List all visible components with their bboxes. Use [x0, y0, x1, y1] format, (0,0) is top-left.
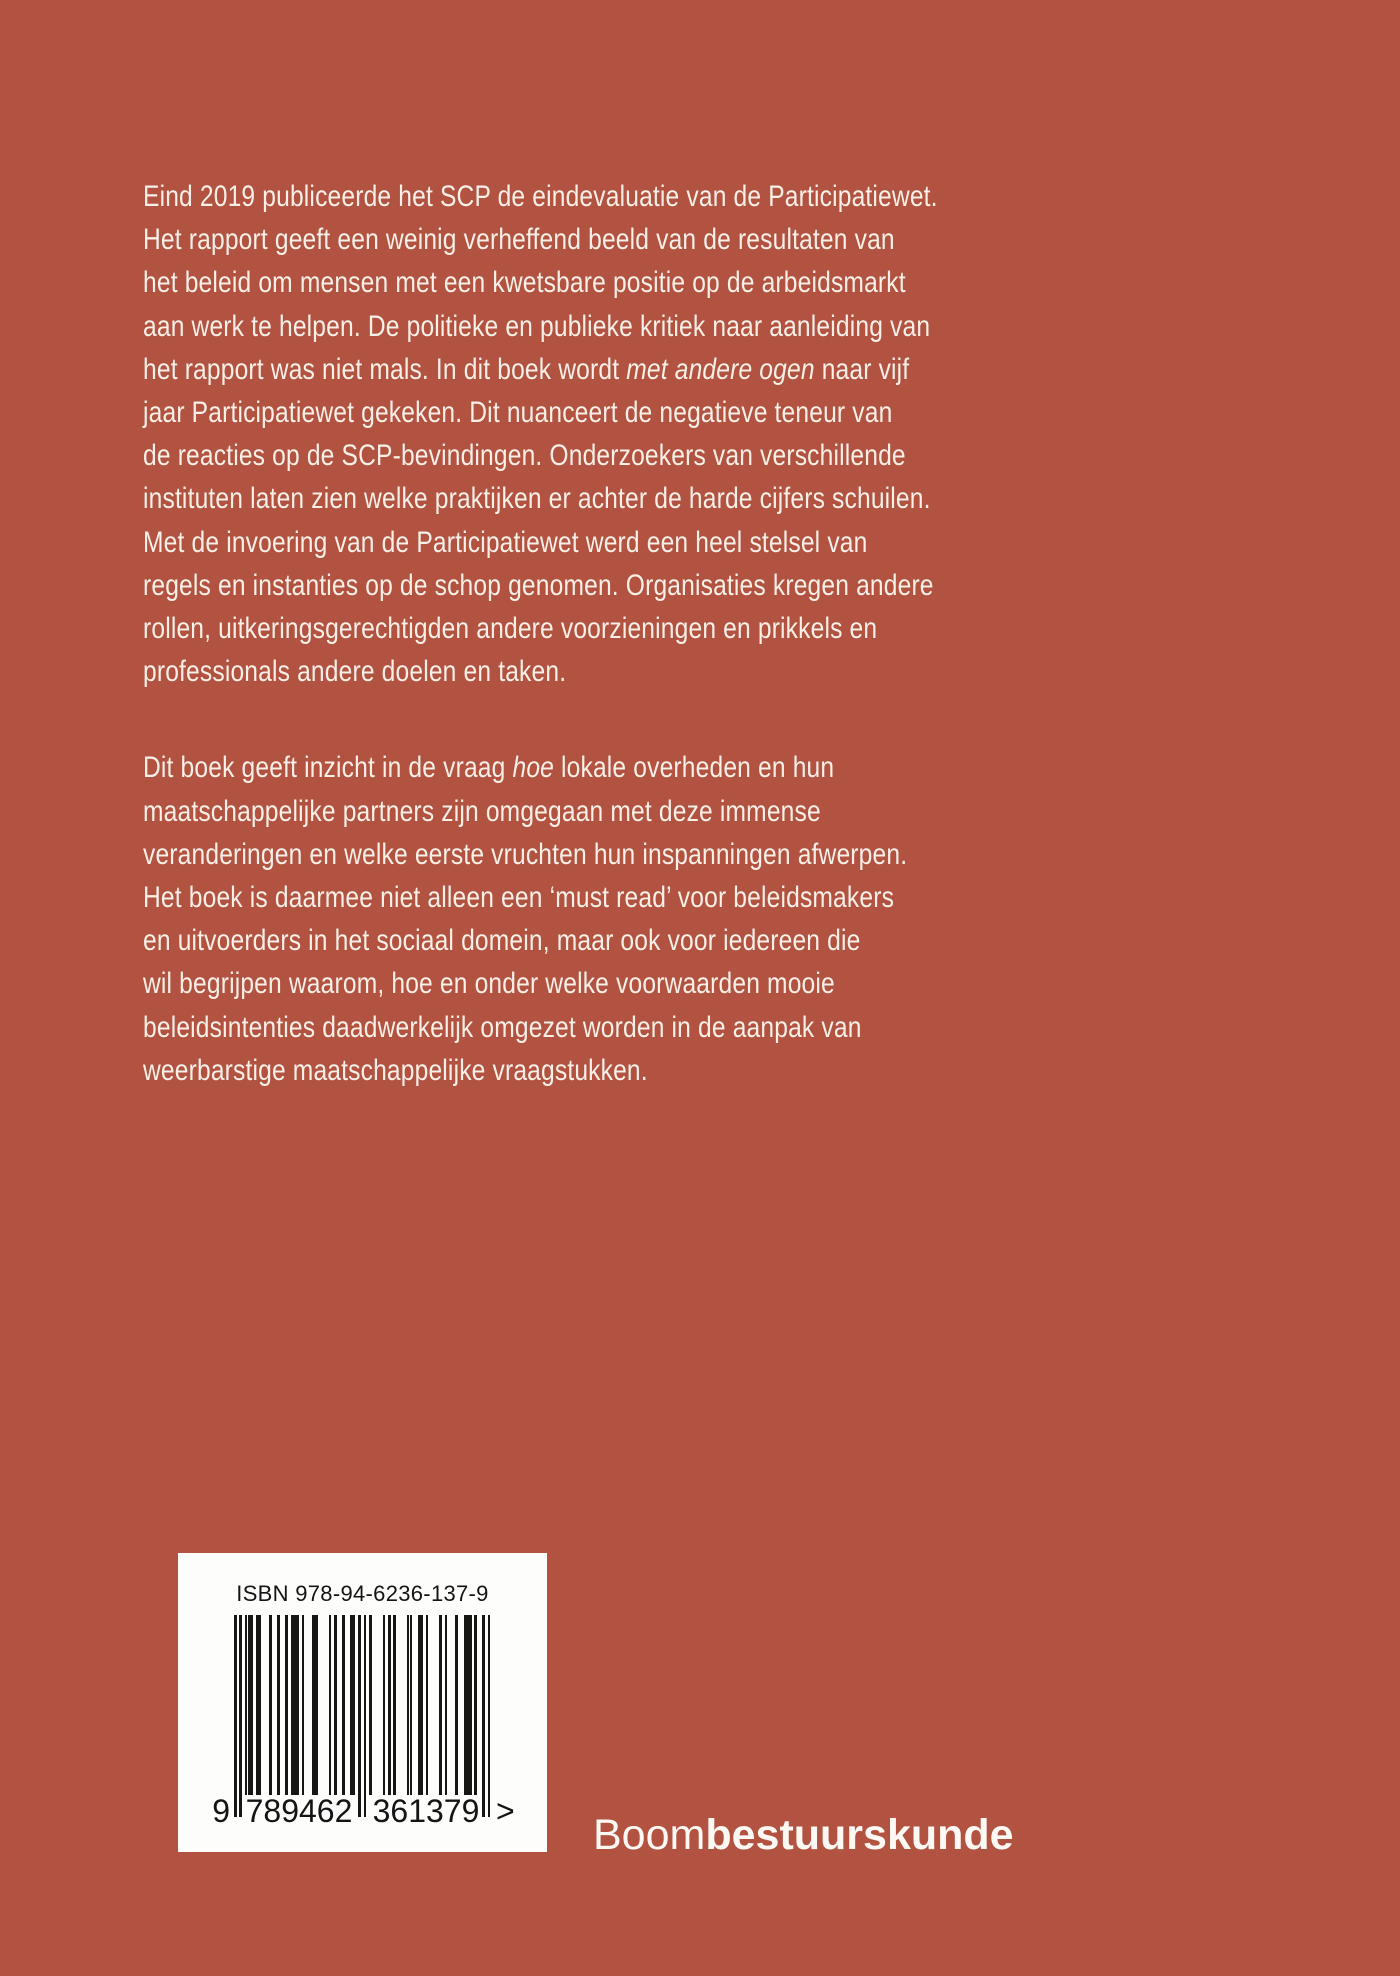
barcode-digit-group-1: 789462 — [245, 1793, 353, 1829]
text-line — [143, 746, 963, 789]
isbn-box — [178, 1553, 547, 1852]
italic-phrase: met andere ogen — [626, 352, 815, 386]
barcode-quiet-zone-indicator: > — [496, 1793, 515, 1829]
text-line: veranderingen en welke eerste vruchten hun inspanningen afwerpen. — [143, 837, 908, 871]
publisher-name-regular: Boom — [593, 1811, 706, 1859]
text-segment: Dit boek geeft inzicht in de vraag — [143, 751, 513, 785]
ean13-barcode — [234, 1615, 491, 1817]
publisher-logo — [593, 1811, 1014, 1859]
text-line: Met de invoering van de Participatiewet werd een heel stelsel van — [143, 525, 868, 559]
text-line — [143, 348, 963, 391]
publisher-name-bold: bestuurskunde — [705, 1811, 1014, 1859]
blurb-paragraph-1 — [143, 175, 963, 693]
back-cover-blurb — [143, 175, 963, 1092]
blurb-paragraph-2 — [143, 746, 963, 1092]
barcode-digit-first: 9 — [212, 1793, 230, 1829]
text-line: aan werk te helpen. De politieke en publieke kritiek naar aanleiding van — [143, 309, 931, 343]
text-segment: lokale overheden en hun — [554, 751, 835, 785]
barcode-digits — [178, 1793, 547, 1833]
barcode-digit-group-2: 361379 — [372, 1793, 480, 1829]
text-line: het beleid om mensen met een kwetsbare positie op de arbeidsmarkt — [143, 266, 906, 300]
text-line: weerbarstige maatschappelijke vraagstukken. — [143, 1053, 648, 1087]
text-line: beleidsintenties daadwerkelijk omgezet worden in de aanpak van — [143, 1010, 862, 1044]
text-line: de reacties op de SCP-bevindingen. Onderzoekers van verschillende — [143, 439, 906, 473]
text-line: Het rapport geeft een weinig verheffend beeld van de resultaten van — [143, 223, 895, 257]
text-line: instituten laten zien welke praktijken er achter de harde cijfers schuilen. — [143, 482, 931, 516]
text-segment: naar vijf — [814, 352, 910, 386]
text-line: Eind 2019 publiceerde het SCP de eindevaluatie van de Participatiewet. — [143, 180, 938, 213]
text-line: en uitvoerders in het sociaal domein, maar ook voor iedereen die — [143, 924, 861, 958]
text-line: regels en instanties op de schop genomen. Organisaties kregen andere — [143, 568, 934, 602]
text-segment: het rapport was niet mals. In dit boek wordt — [143, 352, 627, 386]
text-line: maatschappelijke partners zijn omgegaan met deze immense — [143, 794, 821, 828]
text-line: Het boek is daarmee niet alleen een ‘must read’ voor beleidsmakers — [143, 881, 895, 915]
text-line: professionals andere doelen en taken. — [143, 655, 567, 689]
text-line: jaar Participatiewet gekeken. Dit nuanceert de negatieve teneur van — [143, 396, 893, 430]
text-line: rollen, uitkeringsgerechtigden andere voorzieningen en prikkels en — [143, 612, 878, 646]
italic-phrase: hoe — [512, 751, 555, 785]
isbn-label: ISBN 978-94-6236-137-9 — [236, 1581, 489, 1606]
text-line: wil begrijpen waarom, hoe en onder welke voorwaarden mooie — [143, 967, 835, 1001]
